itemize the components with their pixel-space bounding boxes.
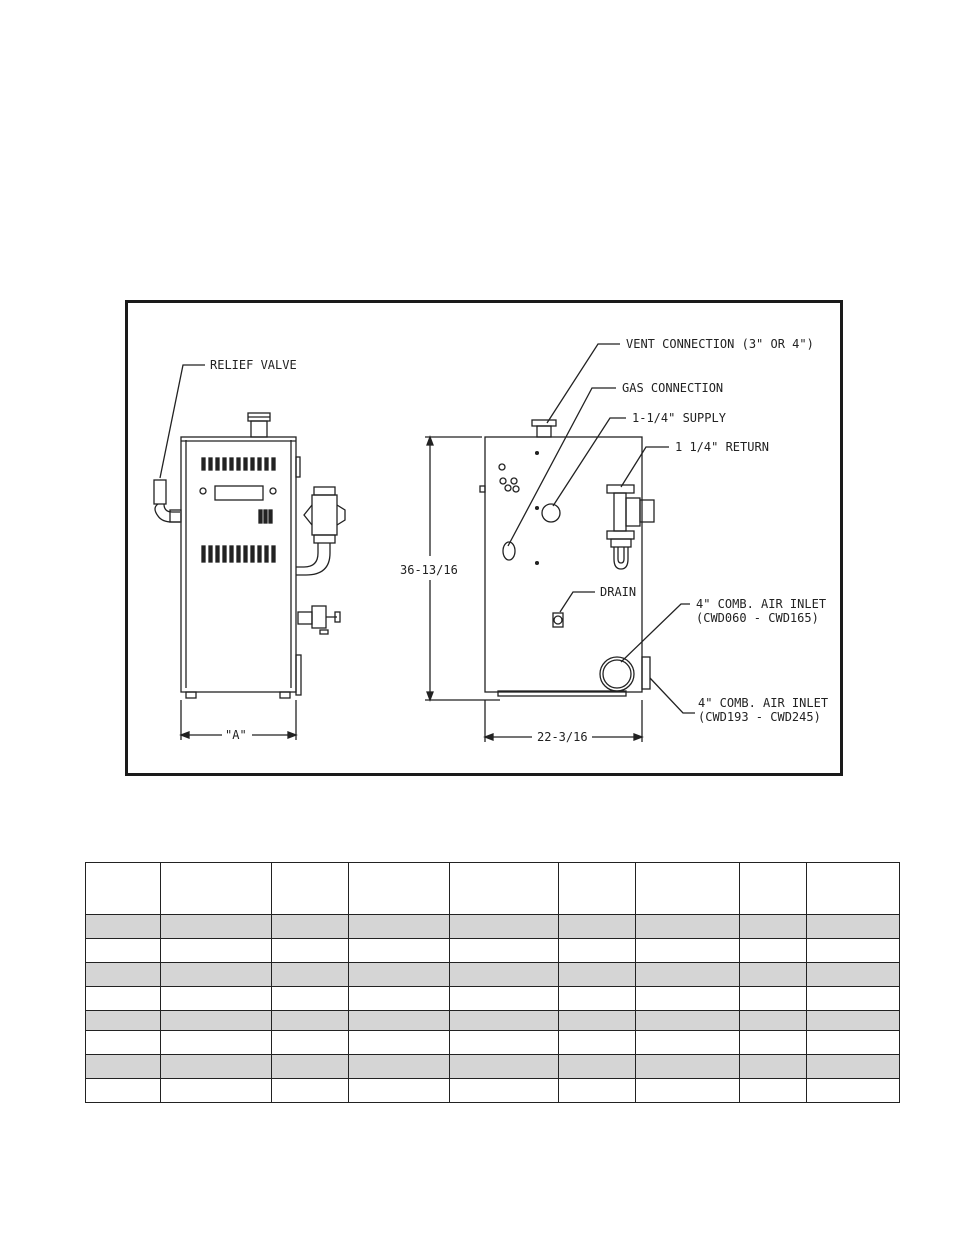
table-cell bbox=[349, 1011, 450, 1031]
height-dimension-label: 36-13/16 bbox=[400, 563, 458, 577]
table-cell bbox=[636, 1079, 740, 1103]
boiler-drawing-frame bbox=[125, 300, 843, 776]
supply-connection-icon bbox=[542, 504, 560, 522]
table-cell bbox=[740, 1011, 807, 1031]
air-inlet-1-models: (CWD060 - CWD165) bbox=[696, 611, 819, 625]
table-cell bbox=[450, 915, 559, 939]
drain-label: DRAIN bbox=[600, 585, 637, 599]
table-cell bbox=[86, 863, 161, 915]
table-cell bbox=[740, 963, 807, 987]
table-cell bbox=[740, 915, 807, 939]
table-cell bbox=[450, 1011, 559, 1031]
front-louvers-lower bbox=[202, 546, 275, 562]
table-cell bbox=[636, 963, 740, 987]
table-cell bbox=[450, 1031, 559, 1055]
air-inlet-circle-icon bbox=[600, 657, 634, 691]
table-cell bbox=[272, 863, 349, 915]
front-view-boiler bbox=[154, 365, 345, 740]
air-inlet-2-label: 4" COMB. AIR INLET bbox=[698, 696, 829, 710]
table-cell bbox=[272, 963, 349, 987]
drain-icon bbox=[553, 613, 563, 627]
table-cell bbox=[349, 939, 450, 963]
table-cell bbox=[807, 863, 900, 915]
table-cell bbox=[272, 1055, 349, 1079]
table-cell bbox=[807, 1011, 900, 1031]
vent-connection-label: VENT CONNECTION (3" OR 4") bbox=[626, 337, 814, 351]
table-cell bbox=[450, 1055, 559, 1079]
table-cell bbox=[349, 1055, 450, 1079]
table-row bbox=[86, 915, 900, 939]
table-cell bbox=[807, 1055, 900, 1079]
return-piping-icon bbox=[607, 485, 654, 569]
boiler-dimension-drawing bbox=[125, 300, 843, 776]
table-cell bbox=[559, 1079, 636, 1103]
table-row bbox=[86, 1079, 900, 1103]
table-row bbox=[86, 987, 900, 1011]
table-cell bbox=[272, 915, 349, 939]
table-cell bbox=[740, 863, 807, 915]
table-cell bbox=[272, 1011, 349, 1031]
table-cell bbox=[636, 863, 740, 915]
table-cell bbox=[559, 1055, 636, 1079]
table-cell bbox=[161, 863, 272, 915]
front-louvers-upper bbox=[202, 458, 275, 470]
table-cell bbox=[86, 1031, 161, 1055]
table-cell bbox=[559, 963, 636, 987]
table-cell bbox=[636, 987, 740, 1011]
relief-valve-icon bbox=[154, 480, 181, 522]
table-cell bbox=[636, 915, 740, 939]
table-cell bbox=[349, 915, 450, 939]
table-cell bbox=[272, 987, 349, 1011]
table-cell bbox=[86, 939, 161, 963]
table-cell bbox=[86, 915, 161, 939]
table-cell bbox=[740, 1031, 807, 1055]
table-cell bbox=[559, 1031, 636, 1055]
table-cell bbox=[161, 915, 272, 939]
gas-connection-label: GAS CONNECTION bbox=[622, 381, 724, 395]
table-cell bbox=[636, 939, 740, 963]
table-cell bbox=[807, 1031, 900, 1055]
table-cell bbox=[349, 1079, 450, 1103]
table-cell bbox=[450, 963, 559, 987]
table-cell bbox=[450, 939, 559, 963]
table-cell bbox=[740, 1079, 807, 1103]
table-cell bbox=[161, 963, 272, 987]
table-row bbox=[86, 1031, 900, 1055]
side-view-boiler bbox=[425, 344, 695, 742]
table-cell bbox=[161, 939, 272, 963]
table-cell bbox=[807, 963, 900, 987]
table-cell bbox=[807, 939, 900, 963]
table-cell bbox=[349, 987, 450, 1011]
table-cell bbox=[807, 1079, 900, 1103]
table-cell bbox=[636, 1011, 740, 1031]
dimensions-table bbox=[85, 862, 900, 1103]
width-dimension-label: "A" bbox=[225, 728, 247, 742]
table-cell bbox=[559, 939, 636, 963]
table-cell bbox=[349, 863, 450, 915]
table-cell bbox=[161, 1055, 272, 1079]
table-cell bbox=[740, 987, 807, 1011]
table-cell bbox=[636, 1031, 740, 1055]
table-cell bbox=[559, 1011, 636, 1031]
table-cell bbox=[450, 863, 559, 915]
relief-valve-label: RELIEF VALVE bbox=[210, 358, 297, 372]
table-cell bbox=[559, 987, 636, 1011]
table-cell bbox=[349, 1031, 450, 1055]
table-cell bbox=[450, 1079, 559, 1103]
table-cell bbox=[559, 863, 636, 915]
front-side-piping bbox=[296, 457, 345, 695]
table-cell bbox=[86, 1079, 161, 1103]
table-cell bbox=[161, 1031, 272, 1055]
table-cell bbox=[349, 963, 450, 987]
table-cell bbox=[161, 1011, 272, 1031]
table-cell bbox=[807, 987, 900, 1011]
table-cell bbox=[272, 939, 349, 963]
table-cell bbox=[559, 915, 636, 939]
table-cell bbox=[272, 1079, 349, 1103]
table-cell bbox=[86, 987, 161, 1011]
return-label: 1 1/4" RETURN bbox=[675, 440, 769, 454]
supply-label: 1-1/4" SUPPLY bbox=[632, 411, 726, 425]
table-cell bbox=[272, 1031, 349, 1055]
table-cell bbox=[740, 1055, 807, 1079]
table-cell bbox=[86, 1011, 161, 1031]
table-row bbox=[86, 1011, 900, 1031]
table-cell bbox=[807, 915, 900, 939]
table-row bbox=[86, 939, 900, 963]
table-row bbox=[86, 1055, 900, 1079]
table-cell bbox=[86, 1055, 161, 1079]
table-cell bbox=[161, 987, 272, 1011]
table-cell bbox=[86, 963, 161, 987]
table-cell bbox=[161, 1079, 272, 1103]
table-header-row bbox=[86, 863, 900, 915]
table-row bbox=[86, 963, 900, 987]
front-small-vents bbox=[259, 510, 272, 523]
air-inlet-1-label: 4" COMB. AIR INLET bbox=[696, 597, 827, 611]
table-cell bbox=[450, 987, 559, 1011]
table-cell bbox=[636, 1055, 740, 1079]
air-inlet-2-models: (CWD193 - CWD245) bbox=[698, 710, 821, 724]
depth-dimension-label: 22-3/16 bbox=[537, 730, 588, 744]
table-cell bbox=[740, 939, 807, 963]
